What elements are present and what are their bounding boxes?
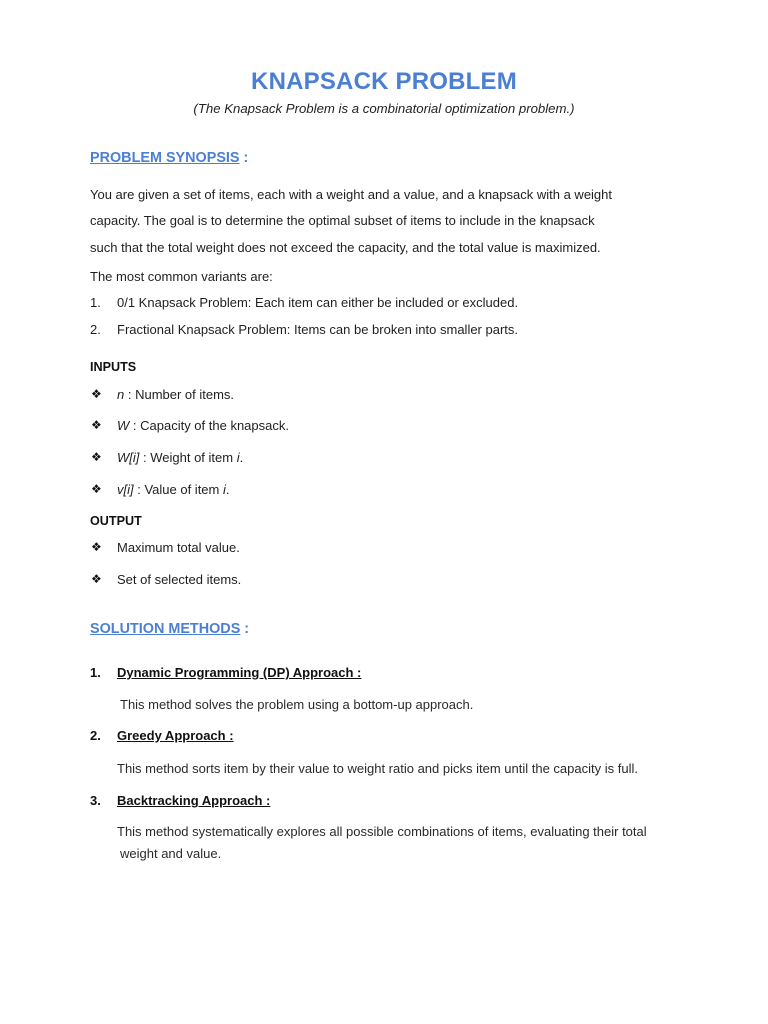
diamond-bullet-icon: ❖ xyxy=(91,418,102,432)
diamond-bullet-icon: ❖ xyxy=(91,482,102,496)
input-item xyxy=(117,418,289,433)
section-heading-synopsis xyxy=(90,150,248,166)
input-item xyxy=(117,387,234,402)
output-item: Maximum total value. xyxy=(117,540,240,555)
diamond-bullet-icon: ❖ xyxy=(91,387,102,401)
variant-number: 1. xyxy=(90,295,101,310)
input-index-variable: i xyxy=(236,450,240,465)
variants-intro: The most common variants are: xyxy=(90,269,273,284)
method-title: Dynamic Programming (DP) Approach : xyxy=(117,665,362,680)
method-description: This method sorts item by their value to weight ratio and picks item until the capacity is full. xyxy=(117,761,638,776)
synopsis-line: such that the total weight does not exceed the capacity, and the total value is maximized. xyxy=(90,240,601,255)
method-description: This method solves the problem using a bottom-up approach. xyxy=(120,697,474,712)
output-item: Set of selected items. xyxy=(117,572,242,587)
input-description: : Number of items. xyxy=(124,387,235,402)
page-title: KNAPSACK PROBLEM xyxy=(251,68,517,95)
input-description: : Value of item xyxy=(133,482,223,497)
variant-text: Fractional Knapsack Problem: Items can be broken into smaller parts. xyxy=(117,322,519,337)
input-item xyxy=(117,482,230,497)
diamond-bullet-icon: ❖ xyxy=(91,540,102,554)
diamond-bullet-icon: ❖ xyxy=(91,572,102,586)
method-number: 3. xyxy=(90,793,101,808)
input-index-variable: i xyxy=(222,482,226,497)
method-number: 2. xyxy=(90,728,101,743)
synopsis-heading-suffix: : xyxy=(239,150,249,166)
synopsis-line: capacity. The goal is to determine the optimal subset of items to include in the knapsack xyxy=(90,213,595,228)
method-number: 1. xyxy=(90,665,101,680)
page-subtitle: (The Knapsack Problem is a combinatorial optimization problem.) xyxy=(193,101,575,116)
inputs-heading: INPUTS xyxy=(90,360,137,374)
input-period: . xyxy=(225,482,230,497)
method-title: Backtracking Approach : xyxy=(117,793,271,808)
input-variable: n xyxy=(117,387,125,402)
input-variable: W[i] xyxy=(117,450,140,465)
method-description: This method systematically explores all possible combinations of items, evaluating their total xyxy=(117,824,647,839)
input-description: : Capacity of the knapsack. xyxy=(129,418,289,433)
input-variable: W xyxy=(117,418,130,433)
methods-heading-text: SOLUTION METHODS xyxy=(90,621,241,637)
variant-number: 2. xyxy=(90,322,101,337)
input-period: . xyxy=(239,450,244,465)
method-description: weight and value. xyxy=(120,846,222,861)
synopsis-heading-text: PROBLEM SYNOPSIS xyxy=(90,150,240,166)
input-variable: v[i] xyxy=(117,482,134,497)
diamond-bullet-icon: ❖ xyxy=(91,450,102,464)
output-heading: OUTPUT xyxy=(90,514,142,528)
input-item xyxy=(117,450,243,465)
section-heading-methods xyxy=(90,621,249,637)
variant-text: 0/1 Knapsack Problem: Each item can either be included or excluded. xyxy=(117,295,519,310)
method-title: Greedy Approach : xyxy=(117,728,234,743)
methods-heading-suffix: : xyxy=(240,621,250,637)
input-description: : Weight of item xyxy=(139,450,237,465)
synopsis-line: You are given a set of items, each with a weight and a value, and a knapsack with a weight xyxy=(90,187,613,202)
